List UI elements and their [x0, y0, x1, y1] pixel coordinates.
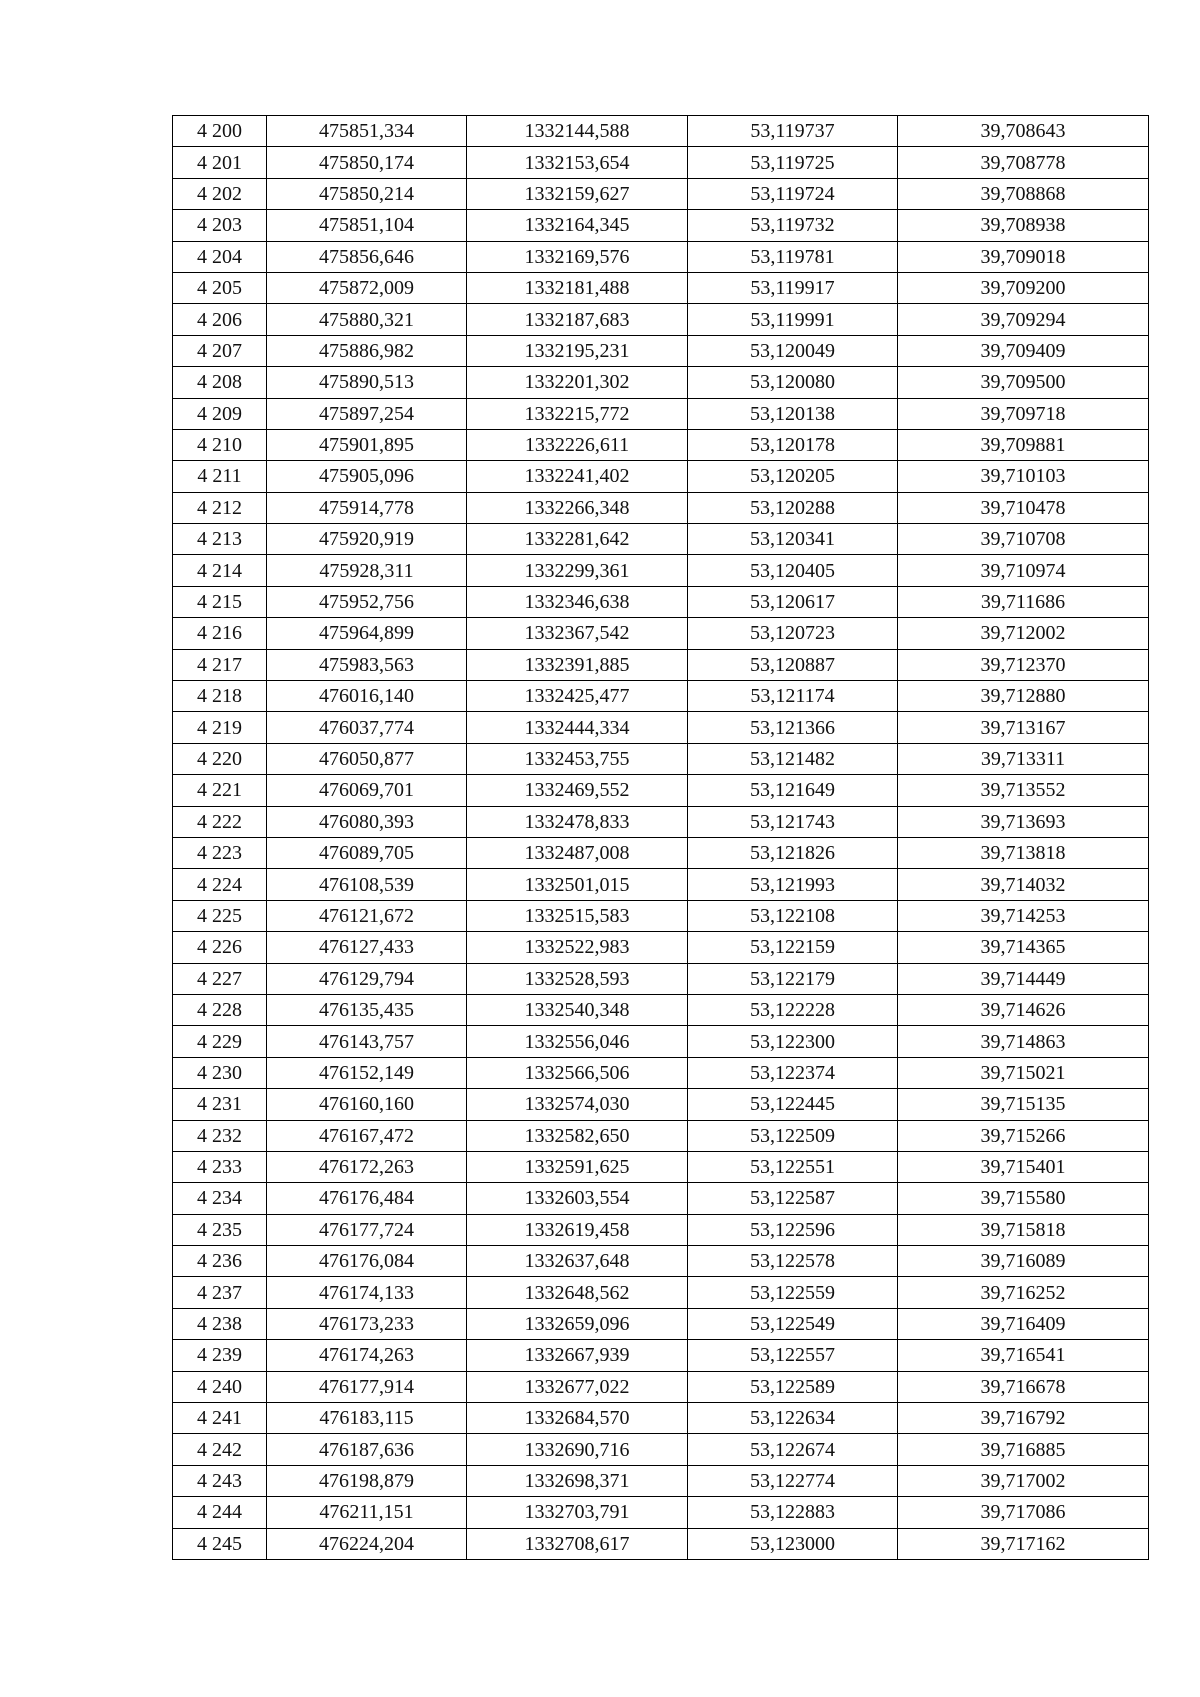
y-coordinate-cell: 1332637,648 [467, 1246, 688, 1277]
table-row [173, 1057, 1149, 1088]
longitude-cell: 39,712370 [898, 649, 1149, 680]
longitude-cell: 39,708938 [898, 210, 1149, 241]
table-body [173, 116, 1149, 1560]
y-coordinate-cell: 1332574,030 [467, 1089, 688, 1120]
y-coordinate-cell: 1332425,477 [467, 681, 688, 712]
y-coordinate-cell: 1332164,345 [467, 210, 688, 241]
y-coordinate-cell: 1332195,231 [467, 335, 688, 366]
longitude-cell: 39,715580 [898, 1183, 1149, 1214]
point-number-cell: 4 223 [173, 837, 267, 868]
latitude-cell: 53,120178 [688, 429, 898, 460]
latitude-cell: 53,119737 [688, 116, 898, 147]
x-coordinate-cell: 475880,321 [267, 304, 467, 335]
latitude-cell: 53,122557 [688, 1340, 898, 1371]
x-coordinate-cell: 476224,204 [267, 1528, 467, 1559]
latitude-cell: 53,119724 [688, 178, 898, 209]
x-coordinate-cell: 476183,115 [267, 1403, 467, 1434]
table-row [173, 492, 1149, 523]
latitude-cell: 53,122551 [688, 1151, 898, 1182]
table-row [173, 1026, 1149, 1057]
table-row [173, 335, 1149, 366]
longitude-cell: 39,713818 [898, 837, 1149, 868]
latitude-cell: 53,120138 [688, 398, 898, 429]
x-coordinate-cell: 476187,636 [267, 1434, 467, 1465]
latitude-cell: 53,122634 [688, 1403, 898, 1434]
longitude-cell: 39,715266 [898, 1120, 1149, 1151]
point-number-cell: 4 229 [173, 1026, 267, 1057]
latitude-cell: 53,122674 [688, 1434, 898, 1465]
latitude-cell: 53,122509 [688, 1120, 898, 1151]
x-coordinate-cell: 476016,140 [267, 681, 467, 712]
point-number-cell: 4 228 [173, 994, 267, 1025]
latitude-cell: 53,120049 [688, 335, 898, 366]
longitude-cell: 39,712880 [898, 681, 1149, 712]
latitude-cell: 53,121482 [688, 743, 898, 774]
y-coordinate-cell: 1332556,046 [467, 1026, 688, 1057]
point-number-cell: 4 221 [173, 775, 267, 806]
table-row [173, 147, 1149, 178]
y-coordinate-cell: 1332215,772 [467, 398, 688, 429]
x-coordinate-cell: 476069,701 [267, 775, 467, 806]
point-number-cell: 4 240 [173, 1371, 267, 1402]
latitude-cell: 53,120887 [688, 649, 898, 680]
longitude-cell: 39,708778 [898, 147, 1149, 178]
latitude-cell: 53,119725 [688, 147, 898, 178]
x-coordinate-cell: 476177,914 [267, 1371, 467, 1402]
point-number-cell: 4 234 [173, 1183, 267, 1214]
table-row [173, 743, 1149, 774]
latitude-cell: 53,122445 [688, 1089, 898, 1120]
x-coordinate-cell: 475901,895 [267, 429, 467, 460]
point-number-cell: 4 222 [173, 806, 267, 837]
longitude-cell: 39,713167 [898, 712, 1149, 743]
y-coordinate-cell: 1332487,008 [467, 837, 688, 868]
longitude-cell: 39,710708 [898, 524, 1149, 555]
longitude-cell: 39,714626 [898, 994, 1149, 1025]
x-coordinate-cell: 475850,174 [267, 147, 467, 178]
point-number-cell: 4 239 [173, 1340, 267, 1371]
point-number-cell: 4 245 [173, 1528, 267, 1559]
point-number-cell: 4 244 [173, 1497, 267, 1528]
table-row [173, 304, 1149, 335]
longitude-cell: 39,716252 [898, 1277, 1149, 1308]
longitude-cell: 39,713552 [898, 775, 1149, 806]
latitude-cell: 53,120405 [688, 555, 898, 586]
table-row [173, 178, 1149, 209]
x-coordinate-cell: 475850,214 [267, 178, 467, 209]
table-row [173, 1089, 1149, 1120]
x-coordinate-cell: 476177,724 [267, 1214, 467, 1245]
y-coordinate-cell: 1332187,683 [467, 304, 688, 335]
table-row [173, 712, 1149, 743]
longitude-cell: 39,708643 [898, 116, 1149, 147]
longitude-cell: 39,710103 [898, 461, 1149, 492]
x-coordinate-cell: 476172,263 [267, 1151, 467, 1182]
longitude-cell: 39,715135 [898, 1089, 1149, 1120]
x-coordinate-cell: 476143,757 [267, 1026, 467, 1057]
latitude-cell: 53,120617 [688, 586, 898, 617]
point-number-cell: 4 241 [173, 1403, 267, 1434]
y-coordinate-cell: 1332659,096 [467, 1308, 688, 1339]
y-coordinate-cell: 1332169,576 [467, 241, 688, 272]
table-row [173, 618, 1149, 649]
y-coordinate-cell: 1332367,542 [467, 618, 688, 649]
longitude-cell: 39,717086 [898, 1497, 1149, 1528]
longitude-cell: 39,709881 [898, 429, 1149, 460]
x-coordinate-cell: 476176,084 [267, 1246, 467, 1277]
point-number-cell: 4 202 [173, 178, 267, 209]
table-row [173, 806, 1149, 837]
x-coordinate-cell: 475890,513 [267, 367, 467, 398]
latitude-cell: 53,119732 [688, 210, 898, 241]
latitude-cell: 53,120205 [688, 461, 898, 492]
point-number-cell: 4 215 [173, 586, 267, 617]
y-coordinate-cell: 1332582,650 [467, 1120, 688, 1151]
y-coordinate-cell: 1332391,885 [467, 649, 688, 680]
coordinates-table [172, 115, 1149, 1560]
longitude-cell: 39,716792 [898, 1403, 1149, 1434]
table-row [173, 210, 1149, 241]
table-row [173, 367, 1149, 398]
x-coordinate-cell: 476121,672 [267, 900, 467, 931]
x-coordinate-cell: 476198,879 [267, 1465, 467, 1496]
x-coordinate-cell: 475851,334 [267, 116, 467, 147]
y-coordinate-cell: 1332540,348 [467, 994, 688, 1025]
longitude-cell: 39,714863 [898, 1026, 1149, 1057]
y-coordinate-cell: 1332528,593 [467, 963, 688, 994]
latitude-cell: 53,119917 [688, 272, 898, 303]
point-number-cell: 4 200 [173, 116, 267, 147]
table-row [173, 1528, 1149, 1559]
latitude-cell: 53,122228 [688, 994, 898, 1025]
table-row [173, 1277, 1149, 1308]
point-number-cell: 4 225 [173, 900, 267, 931]
point-number-cell: 4 220 [173, 743, 267, 774]
table-row [173, 900, 1149, 931]
longitude-cell: 39,714365 [898, 932, 1149, 963]
table-row [173, 1465, 1149, 1496]
x-coordinate-cell: 475964,899 [267, 618, 467, 649]
longitude-cell: 39,710478 [898, 492, 1149, 523]
point-number-cell: 4 243 [173, 1465, 267, 1496]
y-coordinate-cell: 1332591,625 [467, 1151, 688, 1182]
point-number-cell: 4 204 [173, 241, 267, 272]
latitude-cell: 53,122596 [688, 1214, 898, 1245]
longitude-cell: 39,716089 [898, 1246, 1149, 1277]
x-coordinate-cell: 476080,393 [267, 806, 467, 837]
point-number-cell: 4 206 [173, 304, 267, 335]
y-coordinate-cell: 1332226,611 [467, 429, 688, 460]
longitude-cell: 39,714253 [898, 900, 1149, 931]
point-number-cell: 4 219 [173, 712, 267, 743]
table-row [173, 116, 1149, 147]
table-row [173, 1246, 1149, 1277]
latitude-cell: 53,122589 [688, 1371, 898, 1402]
y-coordinate-cell: 1332241,402 [467, 461, 688, 492]
x-coordinate-cell: 476174,263 [267, 1340, 467, 1371]
point-number-cell: 4 214 [173, 555, 267, 586]
longitude-cell: 39,710974 [898, 555, 1149, 586]
point-number-cell: 4 235 [173, 1214, 267, 1245]
y-coordinate-cell: 1332346,638 [467, 586, 688, 617]
x-coordinate-cell: 476167,472 [267, 1120, 467, 1151]
latitude-cell: 53,122587 [688, 1183, 898, 1214]
y-coordinate-cell: 1332603,554 [467, 1183, 688, 1214]
latitude-cell: 53,119991 [688, 304, 898, 335]
table-row [173, 681, 1149, 712]
x-coordinate-cell: 475897,254 [267, 398, 467, 429]
y-coordinate-cell: 1332667,939 [467, 1340, 688, 1371]
table-row [173, 429, 1149, 460]
longitude-cell: 39,716678 [898, 1371, 1149, 1402]
x-coordinate-cell: 475928,311 [267, 555, 467, 586]
y-coordinate-cell: 1332698,371 [467, 1465, 688, 1496]
table-row [173, 963, 1149, 994]
x-coordinate-cell: 476127,433 [267, 932, 467, 963]
latitude-cell: 53,120080 [688, 367, 898, 398]
latitude-cell: 53,122578 [688, 1246, 898, 1277]
latitude-cell: 53,122374 [688, 1057, 898, 1088]
point-number-cell: 4 216 [173, 618, 267, 649]
x-coordinate-cell: 475914,778 [267, 492, 467, 523]
table-row [173, 837, 1149, 868]
y-coordinate-cell: 1332159,627 [467, 178, 688, 209]
latitude-cell: 53,122559 [688, 1277, 898, 1308]
x-coordinate-cell: 475905,096 [267, 461, 467, 492]
y-coordinate-cell: 1332153,654 [467, 147, 688, 178]
table-row [173, 398, 1149, 429]
y-coordinate-cell: 1332677,022 [467, 1371, 688, 1402]
longitude-cell: 39,716541 [898, 1340, 1149, 1371]
y-coordinate-cell: 1332201,302 [467, 367, 688, 398]
y-coordinate-cell: 1332501,015 [467, 869, 688, 900]
table-row [173, 649, 1149, 680]
point-number-cell: 4 217 [173, 649, 267, 680]
latitude-cell: 53,121174 [688, 681, 898, 712]
latitude-cell: 53,121649 [688, 775, 898, 806]
x-coordinate-cell: 476135,435 [267, 994, 467, 1025]
latitude-cell: 53,120341 [688, 524, 898, 555]
y-coordinate-cell: 1332566,506 [467, 1057, 688, 1088]
table-row [173, 1497, 1149, 1528]
point-number-cell: 4 227 [173, 963, 267, 994]
latitude-cell: 53,120723 [688, 618, 898, 649]
longitude-cell: 39,712002 [898, 618, 1149, 649]
point-number-cell: 4 203 [173, 210, 267, 241]
longitude-cell: 39,709718 [898, 398, 1149, 429]
point-number-cell: 4 242 [173, 1434, 267, 1465]
y-coordinate-cell: 1332703,791 [467, 1497, 688, 1528]
table-row [173, 1183, 1149, 1214]
point-number-cell: 4 236 [173, 1246, 267, 1277]
latitude-cell: 53,122549 [688, 1308, 898, 1339]
latitude-cell: 53,120288 [688, 492, 898, 523]
table-row [173, 1434, 1149, 1465]
x-coordinate-cell: 476173,233 [267, 1308, 467, 1339]
table-row [173, 932, 1149, 963]
x-coordinate-cell: 476176,484 [267, 1183, 467, 1214]
table-row [173, 1120, 1149, 1151]
longitude-cell: 39,714449 [898, 963, 1149, 994]
x-coordinate-cell: 476129,794 [267, 963, 467, 994]
table-row [173, 555, 1149, 586]
latitude-cell: 53,119781 [688, 241, 898, 272]
point-number-cell: 4 226 [173, 932, 267, 963]
point-number-cell: 4 224 [173, 869, 267, 900]
point-number-cell: 4 237 [173, 1277, 267, 1308]
x-coordinate-cell: 476152,149 [267, 1057, 467, 1088]
longitude-cell: 39,715818 [898, 1214, 1149, 1245]
longitude-cell: 39,709018 [898, 241, 1149, 272]
y-coordinate-cell: 1332266,348 [467, 492, 688, 523]
y-coordinate-cell: 1332299,361 [467, 555, 688, 586]
table-row [173, 461, 1149, 492]
longitude-cell: 39,713311 [898, 743, 1149, 774]
table-row [173, 1151, 1149, 1182]
latitude-cell: 53,122159 [688, 932, 898, 963]
latitude-cell: 53,122179 [688, 963, 898, 994]
point-number-cell: 4 201 [173, 147, 267, 178]
table-row [173, 1403, 1149, 1434]
point-number-cell: 4 205 [173, 272, 267, 303]
point-number-cell: 4 212 [173, 492, 267, 523]
x-coordinate-cell: 475872,009 [267, 272, 467, 303]
y-coordinate-cell: 1332469,552 [467, 775, 688, 806]
x-coordinate-cell: 476160,160 [267, 1089, 467, 1120]
point-number-cell: 4 231 [173, 1089, 267, 1120]
table-row [173, 1340, 1149, 1371]
y-coordinate-cell: 1332515,583 [467, 900, 688, 931]
latitude-cell: 53,121826 [688, 837, 898, 868]
y-coordinate-cell: 1332181,488 [467, 272, 688, 303]
table-row [173, 586, 1149, 617]
point-number-cell: 4 207 [173, 335, 267, 366]
y-coordinate-cell: 1332281,642 [467, 524, 688, 555]
latitude-cell: 53,121366 [688, 712, 898, 743]
latitude-cell: 53,122108 [688, 900, 898, 931]
table-row [173, 272, 1149, 303]
table-row [173, 524, 1149, 555]
table-row [173, 869, 1149, 900]
longitude-cell: 39,709500 [898, 367, 1149, 398]
longitude-cell: 39,709200 [898, 272, 1149, 303]
x-coordinate-cell: 476050,877 [267, 743, 467, 774]
y-coordinate-cell: 1332690,716 [467, 1434, 688, 1465]
y-coordinate-cell: 1332444,334 [467, 712, 688, 743]
y-coordinate-cell: 1332478,833 [467, 806, 688, 837]
point-number-cell: 4 238 [173, 1308, 267, 1339]
longitude-cell: 39,708868 [898, 178, 1149, 209]
x-coordinate-cell: 476089,705 [267, 837, 467, 868]
longitude-cell: 39,717002 [898, 1465, 1149, 1496]
y-coordinate-cell: 1332648,562 [467, 1277, 688, 1308]
longitude-cell: 39,714032 [898, 869, 1149, 900]
x-coordinate-cell: 476108,539 [267, 869, 467, 900]
point-number-cell: 4 209 [173, 398, 267, 429]
point-number-cell: 4 233 [173, 1151, 267, 1182]
x-coordinate-cell: 476037,774 [267, 712, 467, 743]
latitude-cell: 53,122300 [688, 1026, 898, 1057]
y-coordinate-cell: 1332144,588 [467, 116, 688, 147]
x-coordinate-cell: 476174,133 [267, 1277, 467, 1308]
y-coordinate-cell: 1332453,755 [467, 743, 688, 774]
point-number-cell: 4 208 [173, 367, 267, 398]
x-coordinate-cell: 475952,756 [267, 586, 467, 617]
table-row [173, 1371, 1149, 1402]
longitude-cell: 39,716885 [898, 1434, 1149, 1465]
latitude-cell: 53,121743 [688, 806, 898, 837]
x-coordinate-cell: 475856,646 [267, 241, 467, 272]
latitude-cell: 53,122883 [688, 1497, 898, 1528]
x-coordinate-cell: 475886,982 [267, 335, 467, 366]
longitude-cell: 39,716409 [898, 1308, 1149, 1339]
y-coordinate-cell: 1332522,983 [467, 932, 688, 963]
y-coordinate-cell: 1332684,570 [467, 1403, 688, 1434]
table-row [173, 1308, 1149, 1339]
latitude-cell: 53,122774 [688, 1465, 898, 1496]
latitude-cell: 53,121993 [688, 869, 898, 900]
longitude-cell: 39,711686 [898, 586, 1149, 617]
table-row [173, 241, 1149, 272]
point-number-cell: 4 232 [173, 1120, 267, 1151]
point-number-cell: 4 230 [173, 1057, 267, 1088]
y-coordinate-cell: 1332708,617 [467, 1528, 688, 1559]
x-coordinate-cell: 476211,151 [267, 1497, 467, 1528]
longitude-cell: 39,715401 [898, 1151, 1149, 1182]
x-coordinate-cell: 475983,563 [267, 649, 467, 680]
table-row [173, 994, 1149, 1025]
longitude-cell: 39,717162 [898, 1528, 1149, 1559]
longitude-cell: 39,709409 [898, 335, 1149, 366]
x-coordinate-cell: 475920,919 [267, 524, 467, 555]
x-coordinate-cell: 475851,104 [267, 210, 467, 241]
table-row [173, 1214, 1149, 1245]
point-number-cell: 4 213 [173, 524, 267, 555]
longitude-cell: 39,713693 [898, 806, 1149, 837]
longitude-cell: 39,709294 [898, 304, 1149, 335]
latitude-cell: 53,123000 [688, 1528, 898, 1559]
point-number-cell: 4 210 [173, 429, 267, 460]
point-number-cell: 4 218 [173, 681, 267, 712]
longitude-cell: 39,715021 [898, 1057, 1149, 1088]
table-row [173, 775, 1149, 806]
y-coordinate-cell: 1332619,458 [467, 1214, 688, 1245]
point-number-cell: 4 211 [173, 461, 267, 492]
